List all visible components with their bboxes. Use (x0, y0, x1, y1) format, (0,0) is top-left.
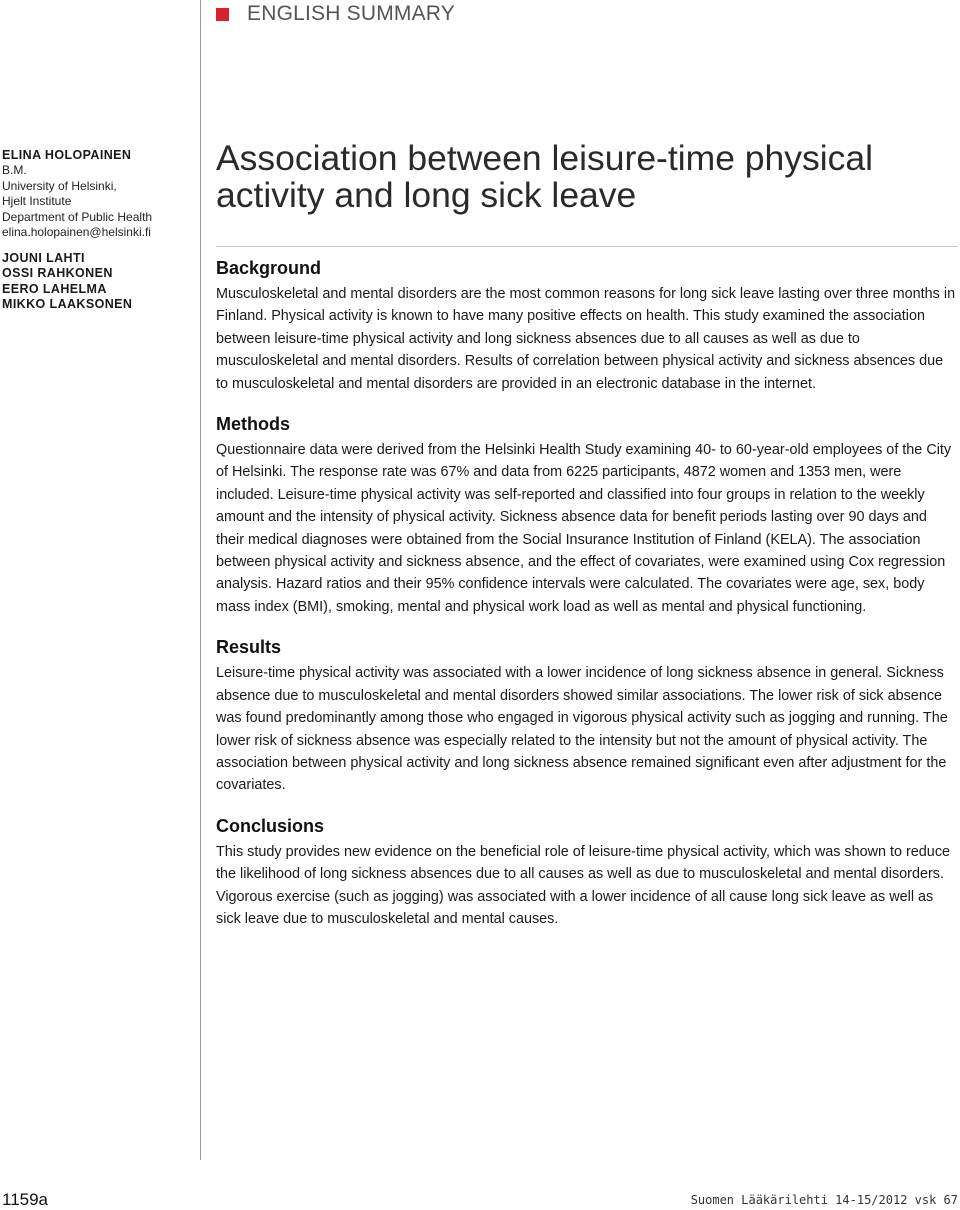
coauthor-list (2, 251, 196, 313)
affiliation-line: University of Helsinki, (2, 178, 117, 193)
journal-citation: Suomen Lääkärilehti 14-15/2012 vsk 67 (690, 1193, 958, 1207)
page-number: 1159a (2, 1190, 49, 1209)
title-divider (216, 246, 958, 247)
section-background (216, 256, 956, 395)
section-methods (216, 412, 956, 618)
article-title: Association between leisure-time physical activity and long sick leave (216, 138, 874, 215)
column-divider (200, 0, 201, 1160)
section-heading: Methods (216, 414, 290, 435)
section-heading: Results (216, 637, 282, 658)
coauthor-name: JOUNI LAHTI (2, 250, 85, 265)
coauthor-name: MIKKO LAAKSONEN (2, 297, 133, 311)
section-text: Musculoskeletal and mental disorders are the most common reasons for long sick leave lasting over three months in Finland. Physical activity is known to have many positive effects on health. This study examined the association between leisure-time physical activity and long sickness absences due to all causes as well as due to musculoskeletal and mental disorders. Results of correlation between physical activity and sickness absences due to musculoskeletal and mental disorders are provided in an electronic database in the internet. (216, 286, 956, 392)
section-conclusions (216, 814, 956, 931)
lead-author-name: ELINA HOLOPAINEN (2, 148, 132, 162)
section-heading: Background (216, 258, 322, 278)
author-sidebar (2, 147, 196, 313)
affiliation-line: B.M. (2, 163, 27, 177)
section-text: Leisure-time physical activity was associated with a lower incidence of long sickness absence in general. Sickness absence due to musculoskeletal and mental disorders showed similar associations. The lower risk of sick absence was found predominantly among those who engaged in vigorous physical activity such as jogging and running. The lower risk of sickness absence was especially related to the intensity but not the amount of physical activity. The association between physical activity and long sickness absence remained significant even after adjustment for the covariates. (216, 665, 948, 794)
author-email-link[interactable]: elina.holopainen@helsinki.fi (2, 225, 151, 239)
section-text: Questionnaire data were derived from the Helsinki Health Study examining 40- to 60-year-old employees of the City of Helsinki. The response rate was 67% and data from 6225 participants, 4872 women and 1353 men, were included. Leisure-time physical activity was self-reported and classified into four groups in relation to the weekly amount and the intensity of physical activity. Sickness absence data for benefit periods lasting over 90 days and their medical diagnoses were obtained from the Social Insurance Institution of Finland (KELA). The association between physical activity and sickness absence, and the effect of covariates, were examined using Cox regression analysis. Hazard ratios and their 95% confidence intervals were calculated. The covariates were age, sex, body mass index (BMI), smoking, mental and physical work load as well as mental and physical functioning. (216, 442, 952, 615)
section-heading: Conclusions (216, 815, 325, 836)
article-body (216, 256, 956, 947)
section-text: This study provides new evidence on the beneficial role of leisure-time physical activity, which was shown to reduce the likelihood of long sickness absences due to all causes as well as due to musculoskeletal and mental disorders. Vigorous exercise (such as jogging) was associated with a lower incidence of all cause long sick leave as well as sick leave due to musculoskeletal and mental causes. (216, 843, 951, 927)
section-tag-label: ENGLISH SUMMARY (247, 2, 455, 25)
section-tag (216, 2, 455, 26)
affiliation-line: Department of Public Health (2, 209, 153, 224)
coauthor-name: OSSI RAHKONEN (2, 266, 113, 280)
section-results (216, 635, 956, 796)
coauthor-name: EERO LAHELMA (2, 281, 107, 296)
affiliation-line: Hjelt Institute (2, 194, 72, 208)
red-square-icon (216, 8, 229, 21)
